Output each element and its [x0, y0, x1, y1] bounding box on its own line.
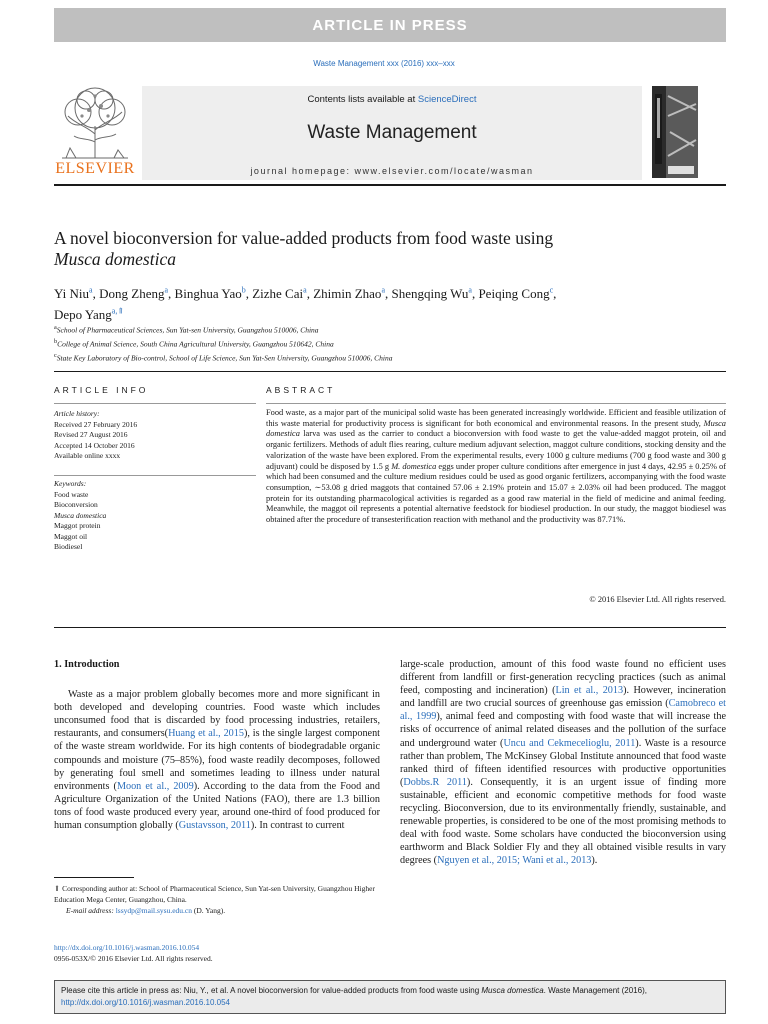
- copyright-notice: © 2016 Elsevier Ltd. All rights reserved.: [589, 595, 726, 604]
- author-affiliation-mark[interactable]: a: [164, 286, 169, 295]
- author-name: Zhimin Zhao: [313, 286, 382, 302]
- reference-link[interactable]: Moon et al., 2009: [116, 780, 194, 792]
- affiliation-c: $^c$State Key Laboratory of Bio-control, School of Life Science, Sun Yat-Sen University, Guangzhou 510006, China: [54, 352, 393, 363]
- journal-cover-image: [652, 86, 698, 178]
- corresponding-author-footnote: [54, 883, 380, 916]
- abstract-text: Food waste, as a major part of the municipal solid waste has been generated increasingly worldwide. Efficient and feasible utilization of this waste material for productivity process is significant for both economical and environmental reasons. In the present study, Musca domestica larva was used as the carrier to conduct a bioconversion with food waste to get the value-added maggot protein, oil and organic fertilizers. Methods of adult flies rearing, culture medium adjuvant selection, maggot culture conditions, stocking density and the valorization of the waste have been explored. From the experimental results, every 1000 g culture mediums (700 g food waste and 300 g adjuvant) could be disposed by 1.5 g M. domestica eggs under proper culture conditions after emergence in just 4 days, 42.95 ± 0.25% of which had been consumed and the culture medium residues could be used as good organic fertilizers, accompanying with the food waste consumption, ∼53.08 g dried maggots that contained 57.06 ± 2.19% protein and 15.07 ± 2.03% oil had been produced. The maggot protein for its outstanding pharmacological activities is regarded as a good raw material in the field of medicine and animal feeding. Meanwhile, the maggot oil represents a potential alternative feedstock for biodiesel production. In our study, the maggot biodiesel was obtained after the procedure of transesterification reaction with methanol and the productivity was 87.71%.: [266, 408, 726, 525]
- journal-citation-link[interactable]: Waste Management xxx (2016) xxx–xxx: [313, 59, 455, 68]
- author[interactable]: [54, 307, 124, 322]
- divider: [54, 403, 256, 404]
- article-title-line2: Musca domestica: [54, 249, 176, 269]
- author-separator: ,: [385, 286, 392, 302]
- history-received: Received 27 February 2016: [54, 419, 138, 429]
- author-name: Shengqing Wu: [391, 286, 469, 302]
- author-list: [54, 282, 714, 323]
- corresponding-author-text: ⇑ Corresponding author at: School of Pharmaceutical Science, Sun Yat-sen University, Guangzhou Higher Education Mega Center, Guangzhou, China.: [54, 884, 375, 904]
- divider: [54, 627, 726, 628]
- intro-paragraph: Waste as a major problem globally becomes more and more significant in both developed and developing countries. Food waste which includes unconsumed food that is discarded by food processing industries, retailers, restaurants, and consumers(Huang et al., 2015), is the single largest component of the waste stream worldwide. For its high contents of biodegradable organic compounds and moisture (75–85%), food waste readily decomposes, followed by generating foul smell and sometimes leading to illness under natural environments (Moon et al., 2009). According to the data from the Food and Agriculture Organization of the United Nations (FAO), there are 1.3 billion tons of food waste produced every year, around one-third of food produced for human consumption globally (Gustavsson, 2011). In contrast to current: [54, 689, 380, 832]
- reference-link[interactable]: Uncu and Cekmecelioglu, 2011: [503, 737, 636, 749]
- keywords: [54, 479, 254, 553]
- elsevier-wordmark: ELSEVIER: [55, 160, 135, 177]
- reference-link[interactable]: Lin et al., 2013: [555, 685, 624, 697]
- author-name: Dong Zheng: [99, 286, 165, 302]
- email-link[interactable]: lssydp@mail.sysu.edu.cn: [115, 906, 192, 915]
- article-title-line1: A novel bioconversion for value-added products from food waste using: [54, 228, 554, 248]
- intro-paragraph-continued: large-scale production, amount of this food waste found no efficient uses different from landfill or first-generation recycling practices (such as animal feed, composting and incineration) (Lin et al., 2013). However, incineration and landfill are two crucial sources of greenhouse gas emission (Camobreco et al., 1999), animal feed and composting with food waste that will increase the risks of occurrence of animal related diseases and the pollution of the surface and underground water (Uncu and Cekmecelioglu, 2011). Waste is a resource rather than problem, The McKinsey Global Institute announced that food waste ranked third of fifteen identified resources with productive opportunities (Dobbs.R 2011). Consequently, it is an urgent issue of finding more sustainable, efficient and economic competitive methods for food waste recycling. Bioconversion, due to its environmentally friendly, sustainable, and renewable properties, is considered to be one of the most promising methods to deal with food waste. Some scholars have conducted the bioconversion using earthworm and Black Soldier Fly and they all obtained visible results in vary degrees (Nguyen et al., 2015; Wani et al., 2013).: [400, 659, 726, 867]
- author-separator: ,: [245, 286, 253, 302]
- author-affiliation-mark[interactable]: a: [468, 286, 472, 295]
- affiliations: [54, 322, 714, 364]
- section-heading-introduction: 1. Introduction: [54, 659, 120, 670]
- affiliation-a: $^a$School of Pharmaceutical Sciences, Sun Yat-sen University, Guangzhou 510006, China: [54, 324, 319, 335]
- keyword-item: Maggot oil: [54, 531, 88, 541]
- author[interactable]: [313, 286, 391, 301]
- history-revised: Revised 27 August 2016: [54, 430, 128, 439]
- divider: [266, 403, 726, 404]
- author-affiliation-mark[interactable]: a,⇑: [111, 306, 125, 316]
- author-affiliation-mark[interactable]: a: [381, 286, 385, 295]
- abstract-heading: ABSTRACT: [266, 385, 336, 395]
- reference-link[interactable]: Huang et al., 2015: [168, 728, 244, 740]
- keyword-item: Food waste: [54, 489, 89, 499]
- author-name: Peiqing Cong: [478, 286, 550, 302]
- journal-title: Waste Management: [307, 122, 477, 143]
- journal-header: [54, 82, 726, 186]
- body-column-left: [54, 658, 380, 832]
- contents-line: [142, 94, 642, 105]
- divider: [54, 475, 256, 476]
- author-separator: ,: [92, 286, 100, 302]
- author-separator: ,: [306, 286, 314, 302]
- author-name: Zizhe Cai: [252, 286, 304, 302]
- article-info-heading: ARTICLE INFO: [54, 385, 149, 395]
- author[interactable]: [99, 286, 174, 301]
- reference-link[interactable]: Gustavsson, 2011: [178, 820, 251, 832]
- author[interactable]: [175, 286, 253, 301]
- issn-line: 0956-053X/© 2016 Elsevier Ltd. All rights reserved.: [54, 954, 213, 963]
- history-label: Article history:: [54, 409, 100, 418]
- reference-link[interactable]: Dobbs.R 2011: [403, 776, 467, 788]
- author-name: Yi Niu: [54, 286, 90, 302]
- history-online: Available online xxxx: [54, 451, 121, 460]
- keywords-label: Keywords:: [54, 479, 87, 488]
- author[interactable]: [54, 286, 99, 301]
- keyword-item: Biodiesel: [54, 542, 83, 551]
- keyword-item: Musca domestica: [54, 510, 107, 520]
- author[interactable]: [478, 286, 556, 301]
- author[interactable]: [392, 286, 479, 301]
- article-history: [54, 409, 254, 462]
- affiliation-b: $^b$College of Animal Science, South China Agricultural University, Guangzhou 510642, China: [54, 338, 334, 349]
- reference-link[interactable]: Nguyen et al., 2015; Wani et al., 2013: [437, 855, 592, 867]
- keyword-item: Bioconversion: [54, 500, 98, 509]
- author-name: Depo Yang: [54, 306, 112, 322]
- author-affiliation-mark[interactable]: a: [303, 286, 307, 295]
- author-affiliation-mark[interactable]: b: [241, 286, 246, 295]
- journal-homepage[interactable]: journal homepage: www.elsevier.com/locate/wasman: [250, 166, 534, 176]
- author-name: Binghua Yao: [174, 286, 242, 302]
- footnote-divider: [54, 877, 134, 878]
- contents-prefix: Contents lists available at: [307, 94, 418, 105]
- author-affiliation-mark[interactable]: a: [89, 286, 93, 295]
- doi-block: [54, 942, 454, 964]
- divider: [54, 371, 726, 372]
- article-title: [54, 228, 714, 270]
- journal-cover-thumbnail[interactable]: [652, 86, 698, 178]
- citation-doi-link[interactable]: http://dx.doi.org/10.1016/j.wasman.2016.10.054: [61, 998, 231, 1007]
- history-accepted: Accepted 14 October 2016: [54, 440, 135, 450]
- keyword-item: Maggot protein: [54, 521, 101, 530]
- author-separator: ,: [471, 286, 479, 302]
- author-separator: ,: [168, 286, 175, 302]
- author-affiliation-mark[interactable]: c: [549, 286, 554, 295]
- sciencedirect-link[interactable]: ScienceDirect: [417, 94, 477, 105]
- author-separator: ,: [553, 286, 557, 302]
- journal-info-box: [142, 86, 642, 180]
- doi-link[interactable]: http://dx.doi.org/10.1016/j.wasman.2016.10.054: [54, 943, 200, 952]
- email-line: E-mail address: lssydp@mail.sysu.edu.cn (D. Yang).: [66, 906, 226, 915]
- elsevier-tree-icon: [56, 86, 134, 160]
- body-column-right: [400, 658, 726, 868]
- citation-box: Please cite this article in press as: Niu, Y., et al. A novel bioconversion for value-added products from food waste using Musca domestica. Waste Management (2016), http://dx.doi.org/10.1016/j.wasman.2016.10.054: [54, 980, 726, 1014]
- reference-link[interactable]: Camobreco et al., 1999: [400, 698, 726, 723]
- article-in-press-banner: ARTICLE IN PRESS: [54, 8, 726, 42]
- author[interactable]: [252, 286, 313, 301]
- elsevier-logo[interactable]: [54, 86, 136, 180]
